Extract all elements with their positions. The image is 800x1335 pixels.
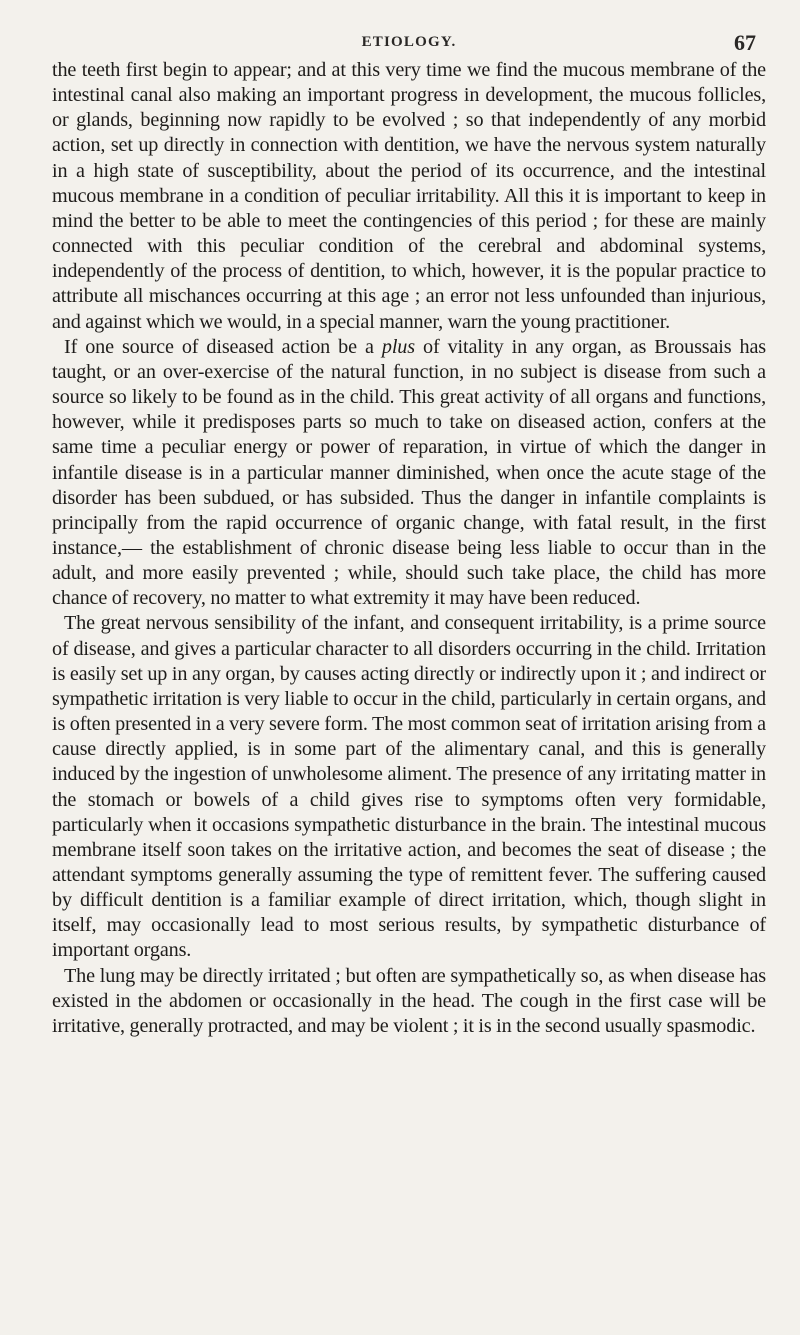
emphasis-plus: plus xyxy=(381,335,415,358)
paragraph-2 xyxy=(52,335,766,612)
body-text xyxy=(52,58,766,1039)
paragraph-1: the teeth first begin to appear; and at this very time we find the mucous membrane of the intestinal canal also making an important progress in development, the mucous follicles, or glands, beginning now rapidly to be evolved ; so that independently of any morbid action, set up directly in connection with dentition, we have the nervous system naturally in a high state of susceptibility, about the period of its occurrence, and the intestinal mucous membrane in a condition of peculiar irritability. All this it is important to keep in mind the better to be able to meet the contingencies of this period ; for these are mainly connected with this peculiar condition of the cerebral and abdominal systems, independently of the process of dentition, to which, however, it is the popular practice to attribute all mischances occurring at this age ; an error not less unfounded than injurious, and against which we would, in a special manner, warn the young practitioner. xyxy=(52,59,766,333)
running-header xyxy=(52,0,766,58)
running-title: ETIOLOGY. xyxy=(361,34,457,50)
paragraph-3: The great nervous sensibility of the infant, and consequent irritability, is a prime source of disease, and gives a particular character to all disorders occurring in the child. Irritation is easily set up in any organ, by causes acting directly or indirectly upon it ; and indirect or sympathetic irritation is very liable to occur in the child, particularly in certain organs, and is often presented in a very severe form. The most common seat of irritation arising from a cause directly applied, is in some part of the alimentary canal, and this is generally induced by the ingestion of unwholesome aliment. The presence of any irritating matter in the stomach or bowels of a child gives rise to symptoms often very formidable, particularly when it occasions sympathetic disturbance in the brain. The intestinal mucous membrane itself soon takes on the irritative action, and becomes the seat of disease ; the attendant symptoms generally assuming the type of remittent fever. The suffering caused by difficult dentition is a familiar example of direct irritation, which, though slight in itself, may occasionally lead to most serious results, by sympathetic disturbance of important organs. xyxy=(52,612,766,962)
paragraph-2-before: If one source of diseased action be a xyxy=(64,335,382,358)
paragraph-4: The lung may be directly irritated ; but often are sympathetically so, as when disease has existed in the abdomen or occasionally in the head. The cough in the first case will be irritative, generally protracted, and may be violent ; it is in the second usually spasmodic. xyxy=(52,964,766,1037)
page-number: 67 xyxy=(734,30,756,55)
paragraph-2-after: of vitality in any organ, as Broussais has taught, or an over-exercise of the natural function, in no subject is disease from such a source so likely to be found as in the child. This great activity of all organs and functions, however, while it predisposes parts so much to take on diseased action, confers at the same time a peculiar energy or power of reparation, in virtue of which the danger in infantile disease is in a particular manner diminished, when once the acute stage of the disorder has been subdued, or has subsided. Thus the danger in infantile complaints is principally from the rapid occurrence of organic change, with fatal result, in the first instance,— the establishment of chronic disease being less liable to occur than in the adult, and more easily prevented ; while, should such take place, the child has more chance of recovery, no matter to what extremity it may have been reduced. xyxy=(52,335,766,610)
